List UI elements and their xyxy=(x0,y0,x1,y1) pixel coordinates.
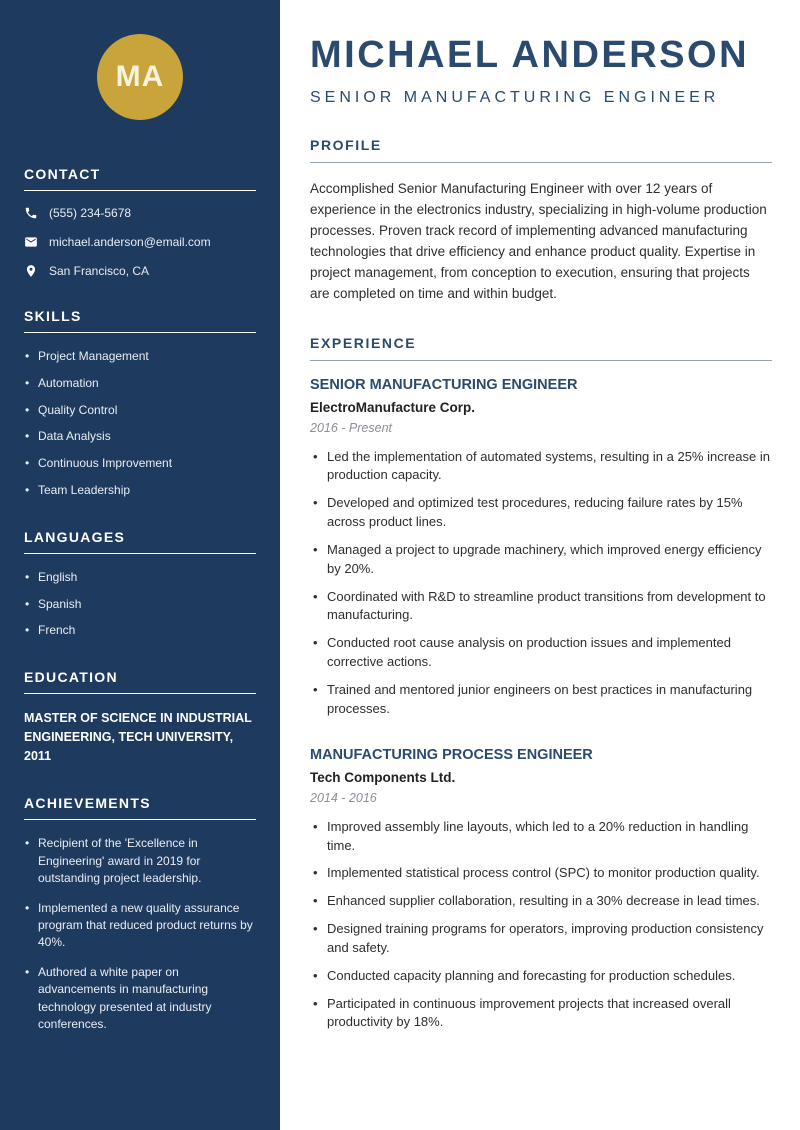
education-text: MASTER OF SCIENCE IN INDUSTRIAL ENGINEERING, TECH UNIVERSITY, 2011 xyxy=(24,711,252,763)
contact-section xyxy=(24,166,256,278)
job-bullets xyxy=(310,818,772,1033)
job-bullets xyxy=(310,448,772,719)
list-item: • Authored a white paper on advancements in manufacturing technology presented at industry conferences. xyxy=(24,964,256,1034)
job-title: MANUFACTURING PROCESS ENGINEER xyxy=(310,746,593,763)
list-item: • Continuous Improvement xyxy=(24,455,256,472)
list-item: • Conducted capacity planning and forecasting for production schedules. xyxy=(310,967,772,986)
list-item: • English xyxy=(24,569,256,586)
contact-location-text: San Francisco, CA xyxy=(49,264,150,278)
skills-list xyxy=(24,348,256,499)
contact-item-location xyxy=(24,264,256,278)
avatar-initials: MA xyxy=(115,60,165,93)
email-icon xyxy=(24,235,38,249)
main-content xyxy=(280,0,800,1130)
list-item: • Led the implementation of automated systems, resulting in a 25% increase in production capacity. xyxy=(310,448,772,486)
languages-section xyxy=(24,529,256,639)
list-item: • Improved assembly line layouts, which led to a 20% reduction in handling time. xyxy=(310,818,772,856)
location-icon xyxy=(24,264,38,278)
contact-heading: CONTACT xyxy=(24,166,256,191)
list-item: • French xyxy=(24,622,256,639)
list-item: • Implemented a new quality assurance program that reduced product returns by 40%. xyxy=(24,900,256,952)
list-item: • Trained and mentored junior engineers on best practices in manufacturing processes. xyxy=(310,681,772,719)
avatar-wrap xyxy=(24,34,256,120)
job-dates: 2014 - 2016 xyxy=(310,790,377,805)
achievements-list xyxy=(24,835,256,1033)
list-item: • Team Leadership xyxy=(24,482,256,499)
profile-text: Accomplished Senior Manufacturing Engineer with over 12 years of experience in the electronics industry, specializing in high-volume production processes. Proven track record of implementing advanced manufacturing technologies that drive efficiency and enhance product quality. Expertise in project management, from conception to execution, ensuring that projects are completed on time and within budget. xyxy=(310,181,767,301)
list-item: • Automation xyxy=(24,375,256,392)
job-entry xyxy=(310,377,772,719)
list-item: • Designed training programs for operators, improving production consistency and safety. xyxy=(310,920,772,958)
list-item: • Quality Control xyxy=(24,402,256,419)
list-item: • Data Analysis xyxy=(24,428,256,445)
list-item: • Coordinated with R&D to streamline product transitions from development to manufacturing. xyxy=(310,588,772,626)
job-entry xyxy=(310,747,772,1033)
contact-item-phone xyxy=(24,206,256,220)
job-company: Tech Components Ltd. xyxy=(310,769,456,785)
languages-list xyxy=(24,569,256,639)
job-dates: 2016 - Present xyxy=(310,420,392,435)
achievements-section xyxy=(24,795,256,1033)
person-name: MICHAEL ANDERSON xyxy=(310,34,750,76)
list-item: • Developed and optimized test procedures, reducing failure rates by 15% across product lines. xyxy=(310,494,772,532)
contact-email-text: michael.anderson@email.com xyxy=(49,235,211,249)
skills-section xyxy=(24,308,256,499)
education-section xyxy=(24,669,256,765)
list-item: • Recipient of the 'Excellence in Engineering' award in 2019 for outstanding project leadership. xyxy=(24,835,256,887)
person-headline: SENIOR MANUFACTURING ENGINEER xyxy=(310,89,720,106)
job-company: ElectroManufacture Corp. xyxy=(310,399,476,415)
phone-icon xyxy=(24,206,38,220)
list-item: • Managed a project to upgrade machinery, which improved energy efficiency by 20%. xyxy=(310,541,772,579)
achievements-heading: ACHIEVEMENTS xyxy=(24,795,256,820)
list-item: • Implemented statistical process control (SPC) to monitor production quality. xyxy=(310,864,772,883)
list-item: • Spanish xyxy=(24,596,256,613)
contact-phone-text: (555) 234-5678 xyxy=(49,206,132,220)
list-item: • Conducted root cause analysis on production issues and implemented corrective actions. xyxy=(310,634,772,672)
list-item: • Project Management xyxy=(24,348,256,365)
list-item: • Enhanced supplier collaboration, resulting in a 30% decrease in lead times. xyxy=(310,892,772,911)
avatar xyxy=(97,34,183,120)
education-heading: EDUCATION xyxy=(24,669,256,694)
skills-heading: SKILLS xyxy=(24,308,256,333)
profile-heading: PROFILE xyxy=(310,137,772,163)
job-title: SENIOR MANUFACTURING ENGINEER xyxy=(310,376,578,393)
profile-section xyxy=(310,137,772,305)
sidebar xyxy=(0,0,280,1130)
experience-heading: EXPERIENCE xyxy=(310,335,772,361)
list-item: • Participated in continuous improvement projects that increased overall productivity by 18%. xyxy=(310,995,772,1033)
languages-heading: LANGUAGES xyxy=(24,529,256,554)
contact-item-email xyxy=(24,235,256,249)
experience-section xyxy=(310,335,772,1033)
